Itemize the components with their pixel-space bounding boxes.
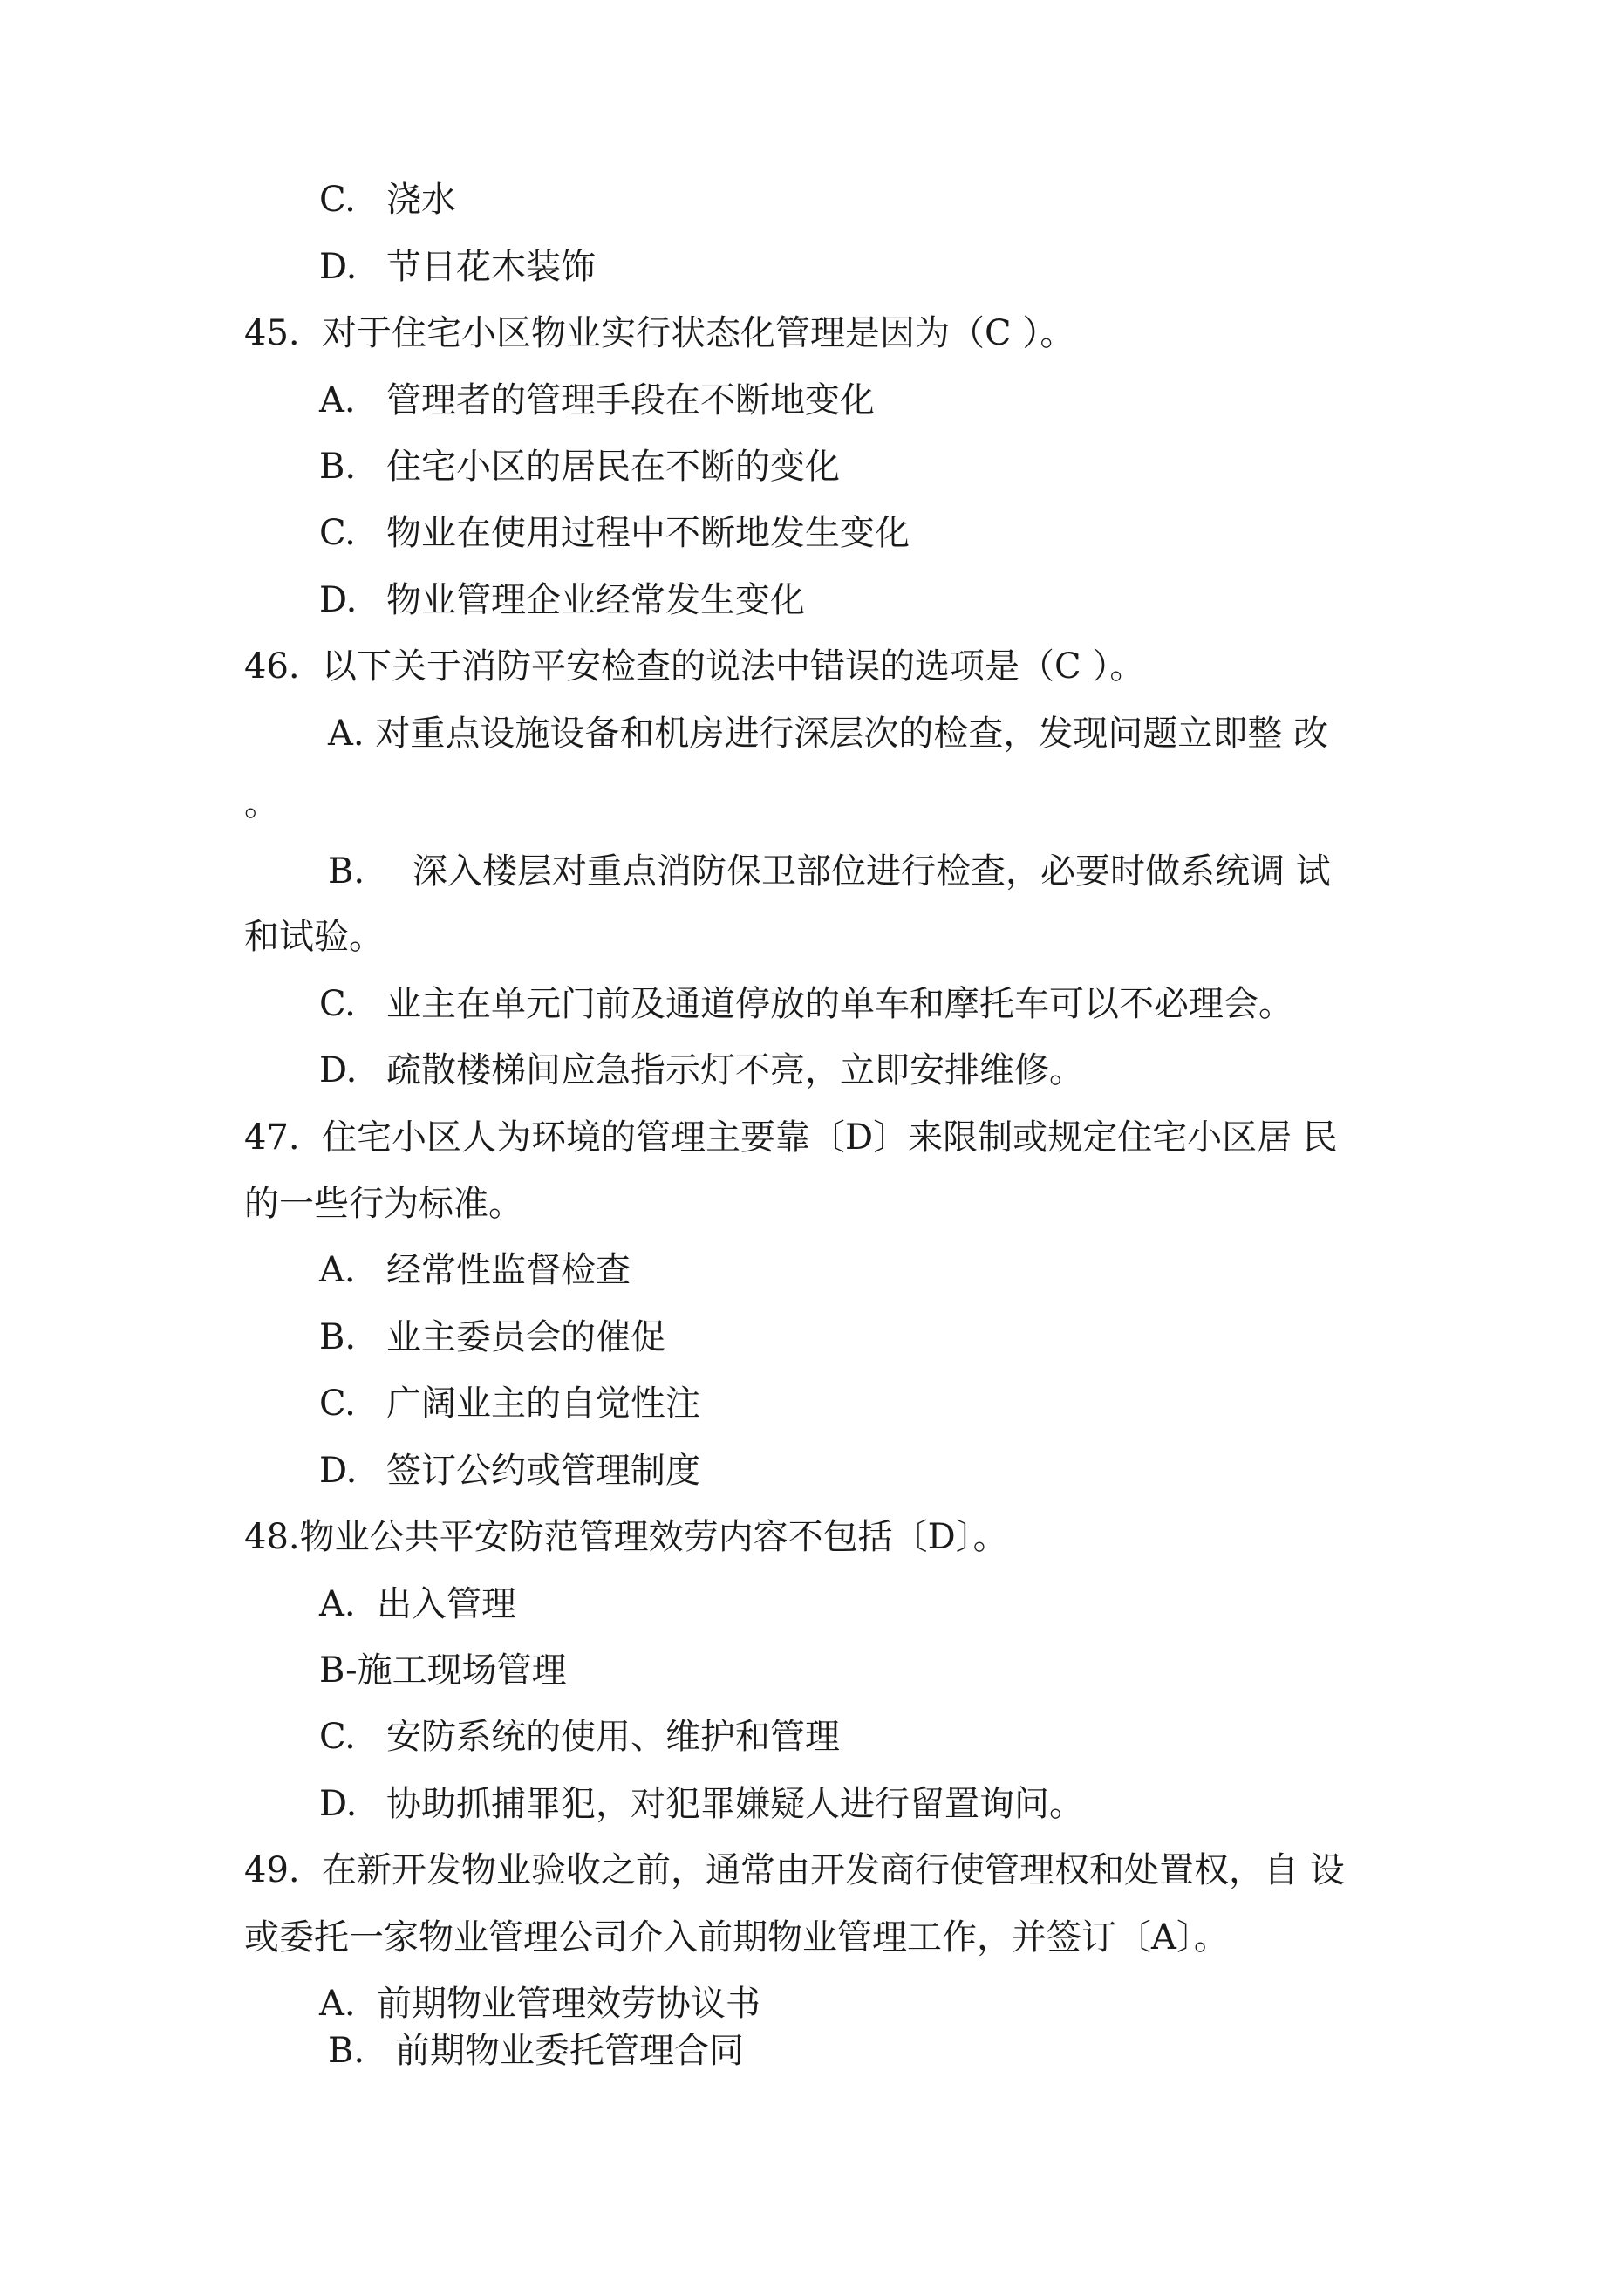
option-d (319, 1049, 1084, 1091)
option-c (319, 512, 910, 554)
option-c (319, 179, 456, 221)
question-47-line1 (244, 1117, 1338, 1158)
option-a (319, 1983, 760, 2025)
option-b (328, 2030, 744, 2072)
option-c (319, 983, 1293, 1025)
option-text: 业主委员会的催促 (386, 1317, 665, 1357)
question-number: 47. (244, 1117, 300, 1158)
option-text: 业主在单元门前及通道停放的单车和摩托车可以不必理会。 (386, 984, 1293, 1024)
option-marker: A. (319, 1984, 356, 2024)
question-number: 46. (244, 646, 300, 687)
option-text: 出入管理 (377, 1584, 516, 1624)
option-marker: C. (319, 1384, 356, 1424)
option-d (319, 1783, 1084, 1825)
option-marker: A. (319, 1250, 356, 1290)
option-text: 住宅小区的居民在不断的变化 (386, 447, 840, 487)
question-45 (244, 312, 1075, 354)
option-a-line1 (328, 713, 1328, 755)
option-b (319, 446, 840, 488)
option-text: 签订公约或管理制度 (386, 1451, 700, 1491)
option-text: 物业在使用过程中不断地发生变化 (386, 513, 910, 553)
option-marker: C. (319, 180, 356, 220)
option-text: 。 (244, 783, 279, 823)
option-marker: B. (328, 851, 365, 892)
option-text: 前期物业委托管理合同 (395, 2031, 744, 2071)
option-marker: C. (319, 513, 356, 553)
option-b (319, 1316, 665, 1358)
option-text: 经常性监督检查 (386, 1250, 631, 1290)
option-b-line1 (328, 851, 1331, 892)
option-text: 和试验。 (244, 917, 384, 957)
option-marker: C. (319, 984, 356, 1024)
question-text: 或委托一家物业管理公司介入前期物业管理工作，并签订〔A〕。 (244, 1917, 1229, 1958)
option-marker: B. (319, 447, 357, 487)
question-text: 在新开发物业验收之前，通常由开发商行使管理权和处置权，自 设 (322, 1850, 1345, 1890)
question-number: 45. (244, 313, 300, 353)
option-text: 管理者的管理手段在不断地变化 (386, 380, 875, 420)
option-marker: D. (319, 1784, 358, 1824)
question-47-line2 (244, 1183, 523, 1225)
option-text: 深入楼层对重点消防保卫部位进行检查，必要时做系统调 试 (413, 851, 1331, 892)
question-48 (244, 1516, 1008, 1558)
option-text: 节日花木装饰 (386, 247, 596, 287)
option-marker: B. (319, 1317, 357, 1357)
option-marker: B. (328, 2031, 365, 2071)
option-text: 安防系统的使用、维护和管理 (386, 1717, 840, 1757)
option-text: 广阔业主的自觉性注 (386, 1384, 700, 1424)
question-49-line2 (244, 1917, 1229, 1958)
option-b (319, 1650, 567, 1691)
question-text: 以下关于消防平安检查的说法中错误的选项是（C ）。 (322, 646, 1145, 687)
option-d (319, 1450, 700, 1492)
option-a (319, 1249, 631, 1291)
question-text: 对于住宅小区物业实行状态化管理是因为（C ）。 (322, 313, 1075, 353)
option-marker: A. (319, 380, 356, 420)
option-text: 协助抓捕罪犯，对犯罪嫌疑人进行留置询问。 (386, 1784, 1084, 1824)
option-marker: D. (319, 580, 358, 620)
option-c (319, 1383, 700, 1425)
question-46 (244, 646, 1145, 687)
question-number: 49. (244, 1850, 300, 1890)
option-text: 前期物业管理效劳协议书 (377, 1984, 760, 2024)
option-d (319, 246, 596, 288)
option-marker: A. (319, 1584, 356, 1624)
question-text: 住宅小区人为环境的管理主要靠〔D〕来限制或规定住宅小区居 民 (322, 1117, 1338, 1158)
question-text: 的一些行为标准。 (244, 1184, 523, 1224)
question-49-line1 (244, 1849, 1345, 1891)
option-text: B-施工现场管理 (319, 1650, 567, 1691)
option-b-line2 (244, 916, 384, 958)
option-a-line2 (244, 782, 279, 824)
option-marker: D. (319, 1050, 358, 1090)
option-text: 浇水 (386, 180, 456, 220)
option-a (319, 1583, 516, 1625)
option-marker: C. (319, 1717, 356, 1757)
option-text: A. 对重点设施设备和机房进行深层次的检查，发现问题立即整 改 (328, 714, 1329, 754)
option-a (319, 379, 875, 421)
option-marker: D. (319, 247, 358, 287)
option-text: 疏散楼梯间应急指示灯不亮，立即安排维修。 (386, 1050, 1084, 1090)
question-text: 48.物业公共平安防范管理效劳内容不包括〔D〕。 (244, 1517, 1008, 1557)
option-marker: D. (319, 1451, 358, 1491)
option-text: 物业管理企业经常发生变化 (386, 580, 805, 620)
option-c (319, 1716, 840, 1758)
option-d (319, 579, 805, 621)
